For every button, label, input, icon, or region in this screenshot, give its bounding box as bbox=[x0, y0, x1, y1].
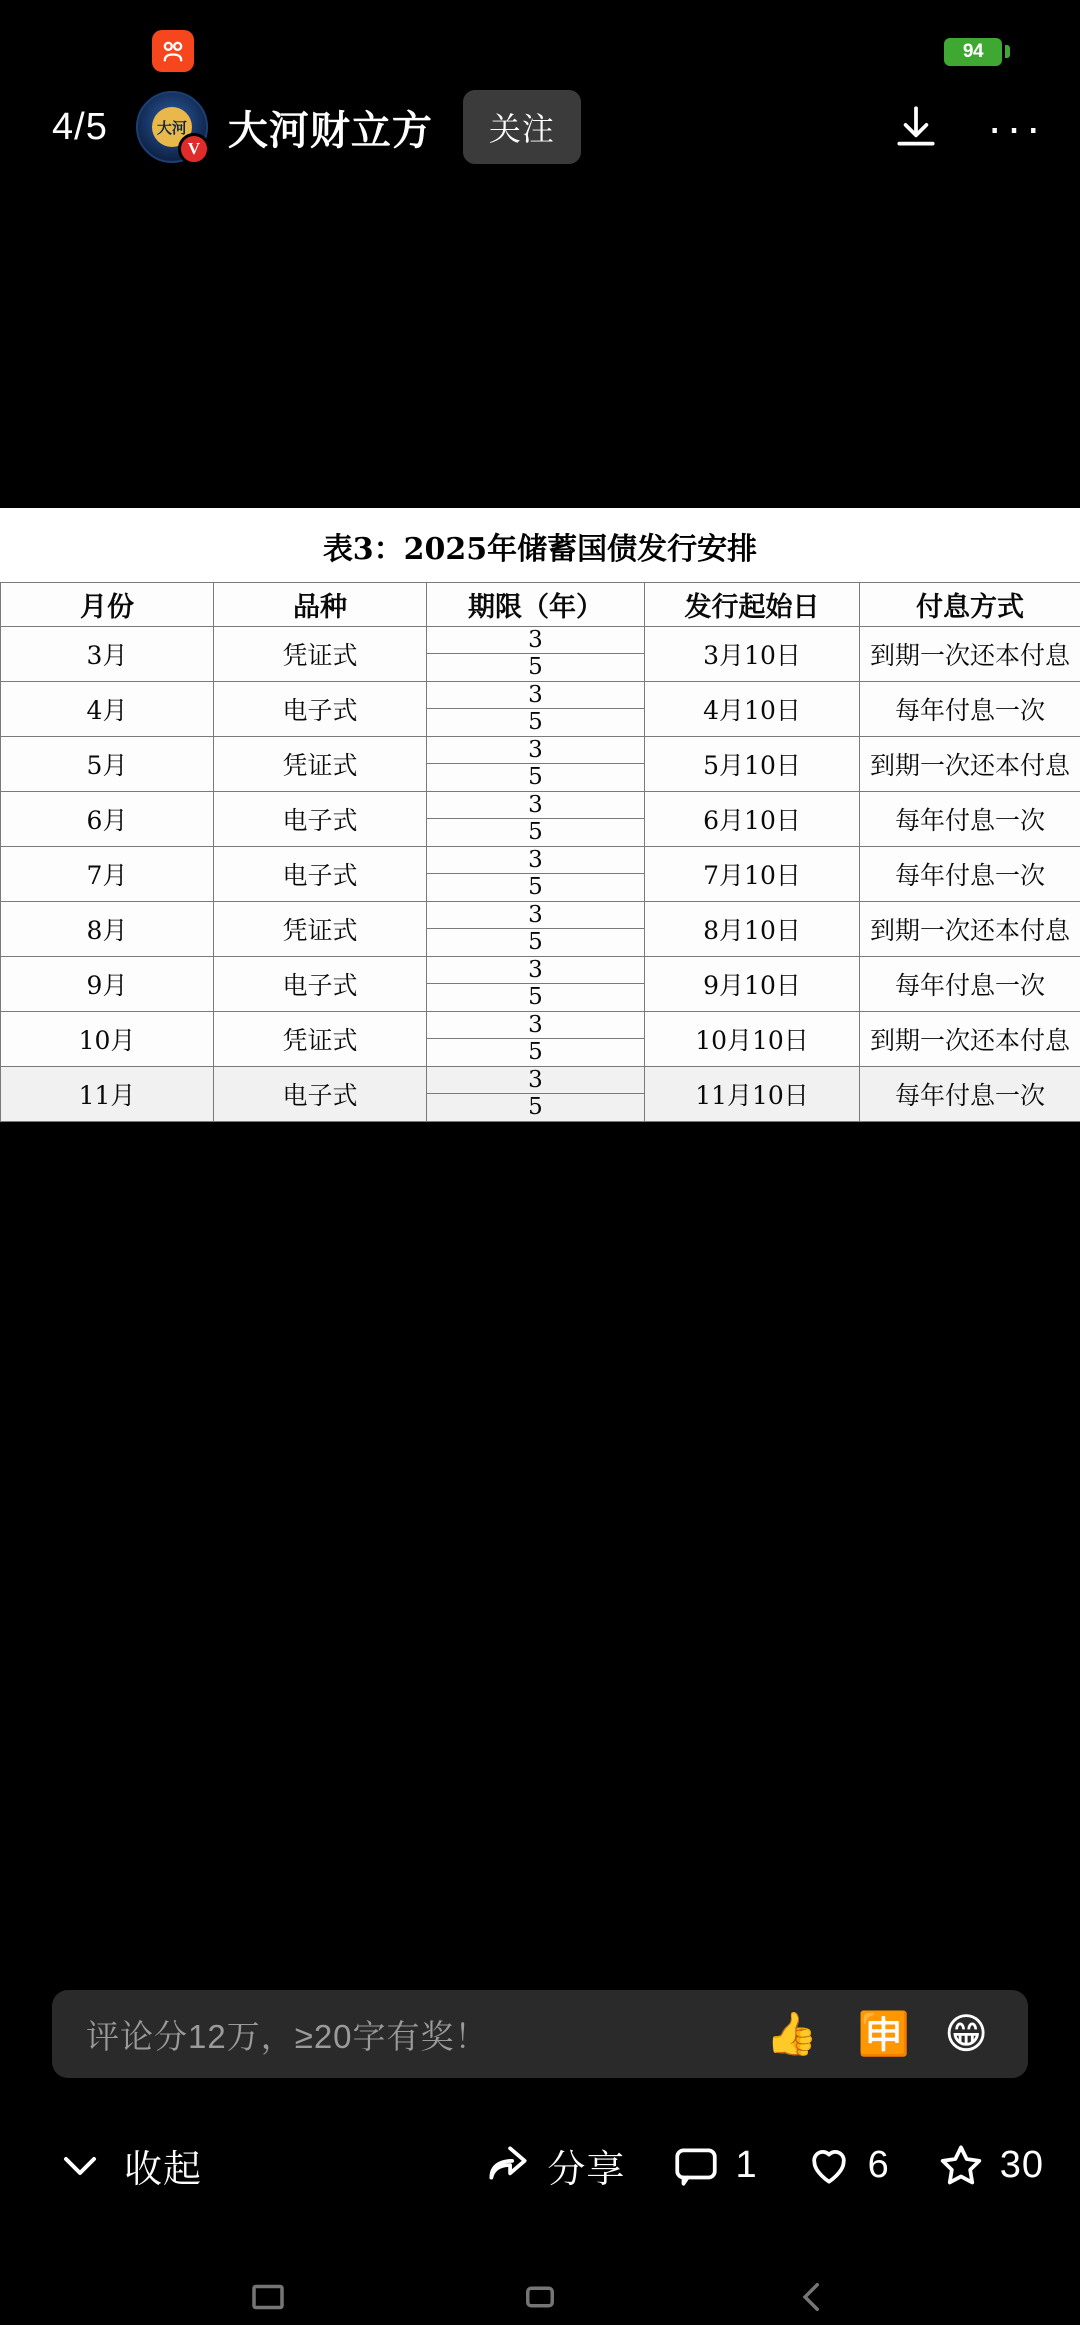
table-row bbox=[1, 902, 1080, 957]
cell-date: 8月10日 bbox=[645, 902, 860, 957]
cell-date: 4月10日 bbox=[645, 682, 860, 737]
table-row bbox=[1, 957, 1080, 1012]
table-row bbox=[1, 1012, 1080, 1067]
author-name[interactable]: 大河财立方 bbox=[227, 108, 433, 153]
table-row bbox=[1, 847, 1080, 902]
post-header bbox=[0, 78, 1080, 176]
recents-icon[interactable] bbox=[247, 2276, 289, 2318]
cell-date: 7月10日 bbox=[645, 847, 860, 902]
cell-term bbox=[427, 792, 645, 847]
status-bar bbox=[0, 0, 1080, 78]
cell-pay: 每年付息一次 bbox=[860, 792, 1080, 847]
comment-icon bbox=[671, 2140, 721, 2190]
cell-date: 5月10日 bbox=[645, 737, 860, 792]
term-value: 3 bbox=[427, 1067, 644, 1094]
term-value: 5 bbox=[528, 1094, 543, 1120]
cell-month: 3月 bbox=[1, 627, 214, 682]
cell-kind: 电子式 bbox=[214, 847, 427, 902]
cell-pay: 每年付息一次 bbox=[860, 1067, 1080, 1122]
collapse-button[interactable] bbox=[56, 2138, 202, 2193]
col-header-term: 期限（年） bbox=[427, 583, 645, 627]
term-value: 5 bbox=[528, 764, 543, 790]
cell-pay: 每年付息一次 bbox=[860, 957, 1080, 1012]
cell-pay: 到期一次还本付息 bbox=[860, 902, 1080, 957]
cell-term bbox=[427, 902, 645, 957]
cell-pay: 到期一次还本付息 bbox=[860, 1012, 1080, 1067]
back-icon[interactable] bbox=[791, 2276, 833, 2318]
cell-month: 5月 bbox=[1, 737, 214, 792]
cell-pay: 每年付息一次 bbox=[860, 847, 1080, 902]
cell-month: 9月 bbox=[1, 957, 214, 1012]
cell-pay: 到期一次还本付息 bbox=[860, 737, 1080, 792]
favorite-count: 30 bbox=[999, 2143, 1044, 2186]
term-value: 5 bbox=[528, 654, 543, 680]
term-value: 3 bbox=[427, 957, 644, 984]
cell-term bbox=[427, 847, 645, 902]
battery-level: 94 bbox=[962, 41, 984, 62]
cell-kind: 电子式 bbox=[214, 682, 427, 737]
cell-month: 8月 bbox=[1, 902, 214, 957]
cell-month: 11月 bbox=[1, 1067, 214, 1122]
term-value: 3 bbox=[427, 792, 644, 819]
collapse-label: 收起 bbox=[124, 2148, 203, 2191]
comment-input-bar[interactable] bbox=[52, 1990, 1028, 2078]
term-value: 3 bbox=[427, 847, 644, 874]
app-notification-icon bbox=[152, 30, 194, 72]
term-value: 3 bbox=[427, 682, 644, 709]
col-header-date: 发行起始日 bbox=[645, 583, 860, 627]
emoji-grin-icon[interactable]: 😁 bbox=[944, 2010, 988, 2057]
table-row bbox=[1, 627, 1080, 682]
chevron-down-icon bbox=[56, 2141, 104, 2189]
avatar-initials: 大河 bbox=[152, 107, 192, 147]
avatar[interactable] bbox=[136, 91, 208, 163]
cell-kind: 凭证式 bbox=[214, 902, 427, 957]
cell-kind: 凭证式 bbox=[214, 737, 427, 792]
cell-kind: 电子式 bbox=[214, 957, 427, 1012]
system-navigation-bar bbox=[0, 2268, 1080, 2325]
cell-date: 9月10日 bbox=[645, 957, 860, 1012]
cell-kind: 电子式 bbox=[214, 1067, 427, 1122]
cell-term bbox=[427, 737, 645, 792]
share-button[interactable] bbox=[483, 2138, 625, 2193]
comment-input[interactable]: 评论分12万，≥20字有奖！ bbox=[86, 2017, 489, 2055]
term-value: 5 bbox=[528, 709, 543, 735]
cell-pay: 每年付息一次 bbox=[860, 682, 1080, 737]
engagement-actions bbox=[483, 2110, 1044, 2220]
term-value: 5 bbox=[528, 929, 543, 955]
term-value: 5 bbox=[528, 819, 543, 845]
table-row bbox=[1, 737, 1080, 792]
post-image-table[interactable] bbox=[0, 508, 1080, 1120]
favorite-button[interactable] bbox=[936, 2140, 1044, 2190]
emoji-fa-icon[interactable]: 🈸 bbox=[857, 2010, 911, 2057]
cell-month: 6月 bbox=[1, 792, 214, 847]
cell-date: 3月10日 bbox=[645, 627, 860, 682]
term-value: 3 bbox=[427, 1012, 644, 1039]
post-action-bar bbox=[0, 2110, 1080, 2220]
bond-schedule-table bbox=[0, 582, 1080, 1122]
col-header-month: 月份 bbox=[1, 583, 214, 627]
header-actions bbox=[888, 78, 1044, 176]
col-header-kind: 品种 bbox=[214, 583, 427, 627]
table-title: 表3：2025年储蓄国债发行安排 bbox=[322, 532, 758, 567]
cell-date: 11月10日 bbox=[645, 1067, 860, 1122]
follow-button[interactable]: 关注 bbox=[463, 90, 581, 164]
cell-kind: 凭证式 bbox=[214, 1012, 427, 1067]
term-value: 5 bbox=[528, 984, 543, 1010]
verified-badge-icon: V bbox=[178, 133, 210, 165]
col-header-pay: 付息方式 bbox=[860, 583, 1080, 627]
cell-pay: 到期一次还本付息 bbox=[860, 627, 1080, 682]
star-icon bbox=[936, 2140, 986, 2190]
like-count: 6 bbox=[867, 2143, 890, 2186]
cell-month: 10月 bbox=[1, 1012, 214, 1067]
comment-count: 1 bbox=[735, 2143, 758, 2186]
battery-tip-icon bbox=[1005, 45, 1010, 58]
cell-term bbox=[427, 1067, 645, 1122]
more-options-icon[interactable]: ··· bbox=[987, 101, 1045, 153]
cell-term bbox=[427, 1012, 645, 1067]
download-icon[interactable] bbox=[888, 99, 944, 155]
home-icon[interactable] bbox=[519, 2276, 561, 2318]
heart-icon bbox=[804, 2140, 854, 2190]
share-icon bbox=[483, 2140, 533, 2190]
cell-term bbox=[427, 682, 645, 737]
cell-term bbox=[427, 957, 645, 1012]
term-value: 3 bbox=[427, 737, 644, 764]
cell-term bbox=[427, 627, 645, 682]
table-row bbox=[1, 1067, 1080, 1122]
cell-month: 7月 bbox=[1, 847, 214, 902]
cell-kind: 凭证式 bbox=[214, 627, 427, 682]
cell-date: 6月10日 bbox=[645, 792, 860, 847]
term-value: 5 bbox=[528, 1039, 543, 1065]
term-value: 3 bbox=[427, 902, 644, 929]
table-row bbox=[1, 792, 1080, 847]
table-row bbox=[1, 682, 1080, 737]
page-indicator: 4/5 bbox=[52, 105, 108, 148]
emoji-thumbsup-icon[interactable]: 👍 bbox=[765, 2010, 818, 2057]
cell-date: 10月10日 bbox=[645, 1012, 860, 1067]
share-label: 分享 bbox=[547, 2148, 626, 2191]
term-value: 5 bbox=[528, 874, 543, 900]
comment-button[interactable] bbox=[671, 2140, 757, 2190]
cell-kind: 电子式 bbox=[214, 792, 427, 847]
term-value: 3 bbox=[427, 627, 644, 654]
table-header-row bbox=[1, 583, 1080, 627]
like-button[interactable] bbox=[804, 2140, 890, 2190]
cell-month: 4月 bbox=[1, 682, 214, 737]
battery-indicator bbox=[944, 38, 1002, 66]
